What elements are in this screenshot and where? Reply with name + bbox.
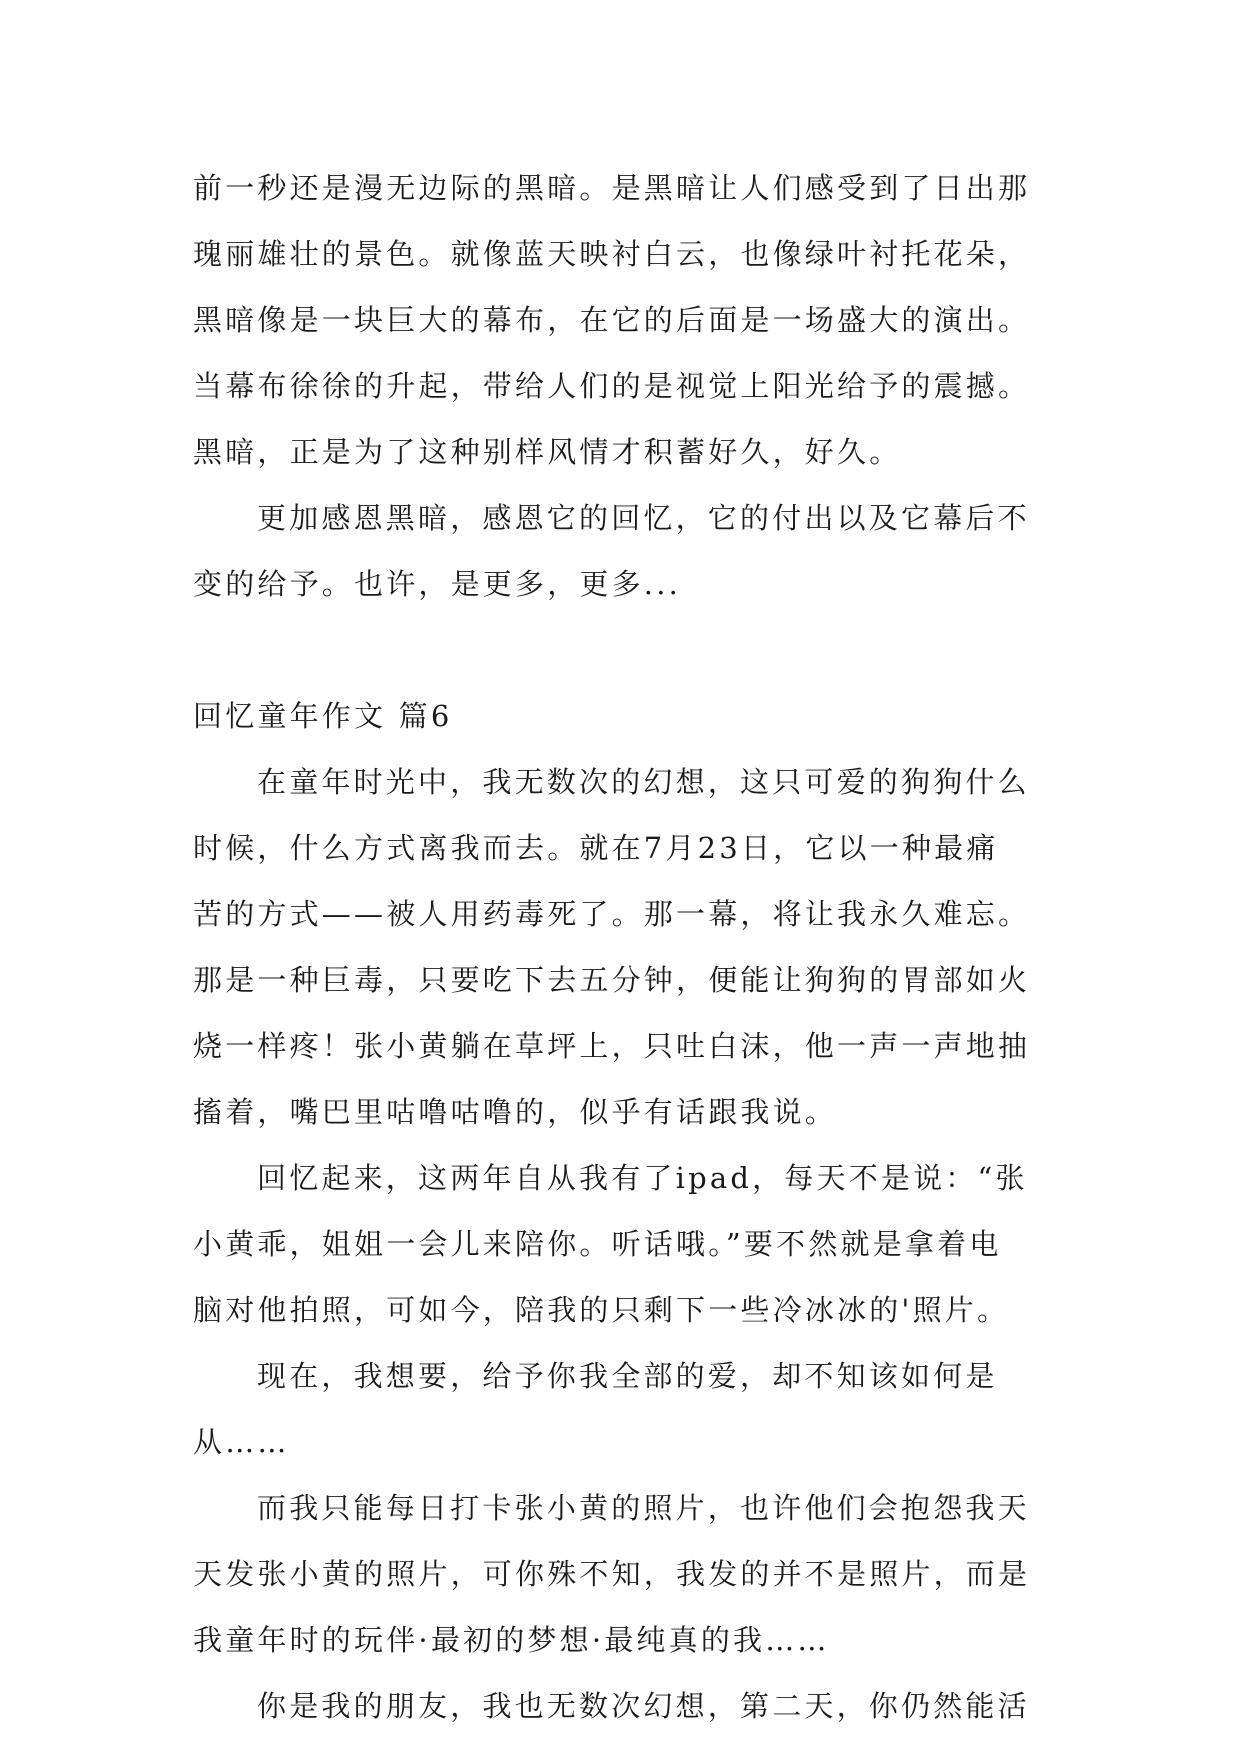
- text-line: 从……: [193, 1425, 290, 1459]
- text-line: 而我只能每日打卡张小黄的照片，也许他们会抱怨我天: [257, 1491, 1030, 1525]
- text-line: 苦的方式——被人用药毒死了。那一幕，将让我永久难忘。: [193, 897, 1031, 931]
- text-line: 时候，什么方式离我而去。就在7月23日，它以一种最痛: [193, 831, 999, 865]
- paragraph-gap: [193, 617, 1053, 683]
- text-line: 当幕布徐徐的升起，带给人们的是视觉上阳光给予的震撼。: [193, 369, 1031, 403]
- section-heading: 回忆童年作文 篇6: [193, 699, 453, 733]
- text-line: 回忆起来，这两年自从我有了ipad，每天不是说：“张: [257, 1161, 1028, 1195]
- text-line: 小黄乖，姐姐一会儿来陪你。听话哦。”要不然就是拿着电: [193, 1227, 1002, 1261]
- text-line: 变的给予。也许，是更多，更多...: [193, 567, 682, 601]
- text-line: 脑对他拍照，可如今，陪我的只剩下一些冷冰冰的'照片。: [193, 1293, 1010, 1327]
- text-line: 黑暗像是一块巨大的幕布，在它的后面是一场盛大的演出。: [193, 303, 1031, 337]
- text-line: 你是我的朋友，我也无数次幻想，第二天，你仍然能活: [257, 1689, 1030, 1723]
- text-line: 在童年时光中，我无数次的幻想，这只可爱的狗狗什么: [257, 765, 1030, 799]
- text-line: 搐着，嘴巴里咕噜咕噜的，似乎有话跟我说。: [193, 1095, 838, 1129]
- text-line: 黑暗，正是为了这种别样风情才积蓄好久，好久。: [193, 435, 902, 469]
- text-line: 烧一样疼！张小黄躺在草坪上，只吐白沫，他一声一声地抽: [193, 1029, 1031, 1063]
- text-line: 前一秒还是漫无边际的黑暗。是黑暗让人们感受到了日出那: [193, 171, 1031, 205]
- document-body: [193, 155, 1053, 1739]
- text-line: 我童年时的玩伴·最初的梦想·最纯真的我……: [193, 1623, 830, 1657]
- text-line: 那是一种巨毒，只要吃下去五分钟，便能让狗狗的胃部如火: [193, 963, 1031, 997]
- text-line: 现在，我想要，给予你我全部的爱，却不知该如何是: [257, 1359, 998, 1393]
- text-line: 瑰丽雄壮的景色。就像蓝天映衬白云，也像绿叶衬托花朵，: [193, 237, 1031, 271]
- text-line: 更加感恩黑暗，感恩它的回忆，它的付出以及它幕后不: [257, 501, 1030, 535]
- text-line: 天发张小黄的照片，可你殊不知，我发的并不是照片，而是: [193, 1557, 1031, 1591]
